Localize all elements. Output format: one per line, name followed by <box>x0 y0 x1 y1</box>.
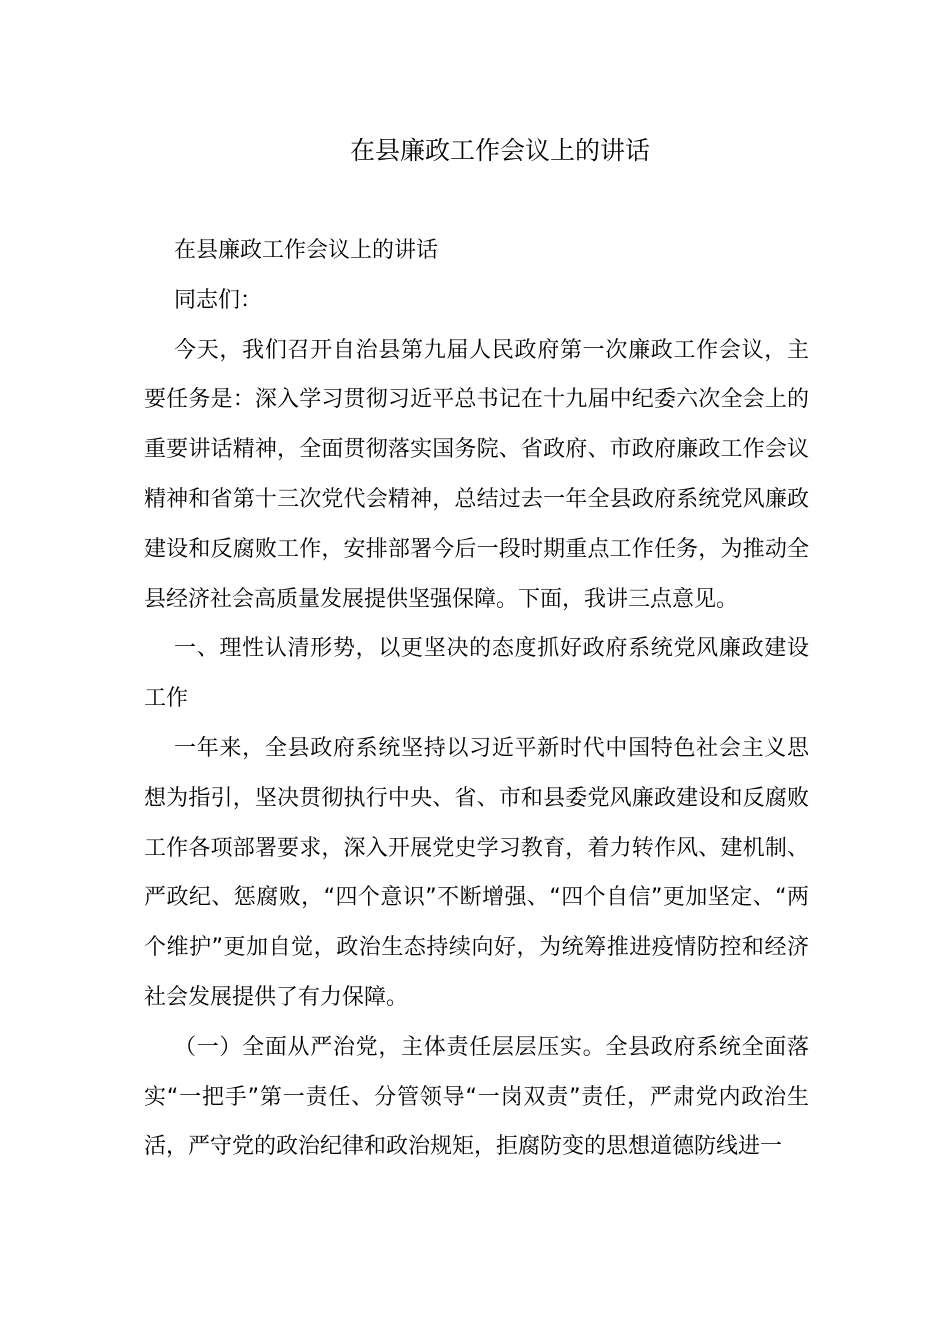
salutation-paragraph: 同志们： <box>174 287 263 313</box>
subsection-paragraph: （一）全面从严治党，主体责任层层压实。全县政府系统全面落实“一把手”第一责任、分管领导“一岗双责”责任，严肃党内政治生活，严守党的政治纪律和政治规矩，拒腐防变的思想道德防线进一 <box>144 1034 809 1160</box>
body-paragraph: 一年来，全县政府系统坚持以习近平新时代中国特色社会主义思想为指引，坚决贯彻执行中央、省、市和县委党风廉政建设和反腐败工作各项部署要求，深入开展党史学习教育，着力转作风、建机制、严政纪、惩腐败，“四个意识”不断增强、“四个自信”更加坚定、“两个维护”更加自觉，政治生态持续向好，为统筹推进疫情防控和经济社会发展提供了有力保障。 <box>144 735 809 1010</box>
document-body <box>144 226 809 1172</box>
subtitle-paragraph: 在县廉政工作会议上的讲话 <box>174 238 439 263</box>
section-heading: 一、理性认清形势，以更坚决的态度抓好政府系统党风廉政建设工作 <box>144 636 809 712</box>
intro-paragraph: 今天，我们召开自治县第九届人民政府第一次廉政工作会议，主要任务是：深入学习贯彻习近平总书记在十九届中纪委六次全会上的重要讲话精神，全面贯彻落实国务院、省政府、市政府廉政工作会议精神和省第十三次党代会精神，总结过去一年全县政府系统党风廉政建设和反腐败工作，安排部署今后一段时期重点工作任务，为推动全县经济社会高质量发展提供坚强保障。下面，我讲三点意见。 <box>144 337 809 612</box>
document-title: 在县廉政工作会议上的讲话 <box>349 136 650 165</box>
